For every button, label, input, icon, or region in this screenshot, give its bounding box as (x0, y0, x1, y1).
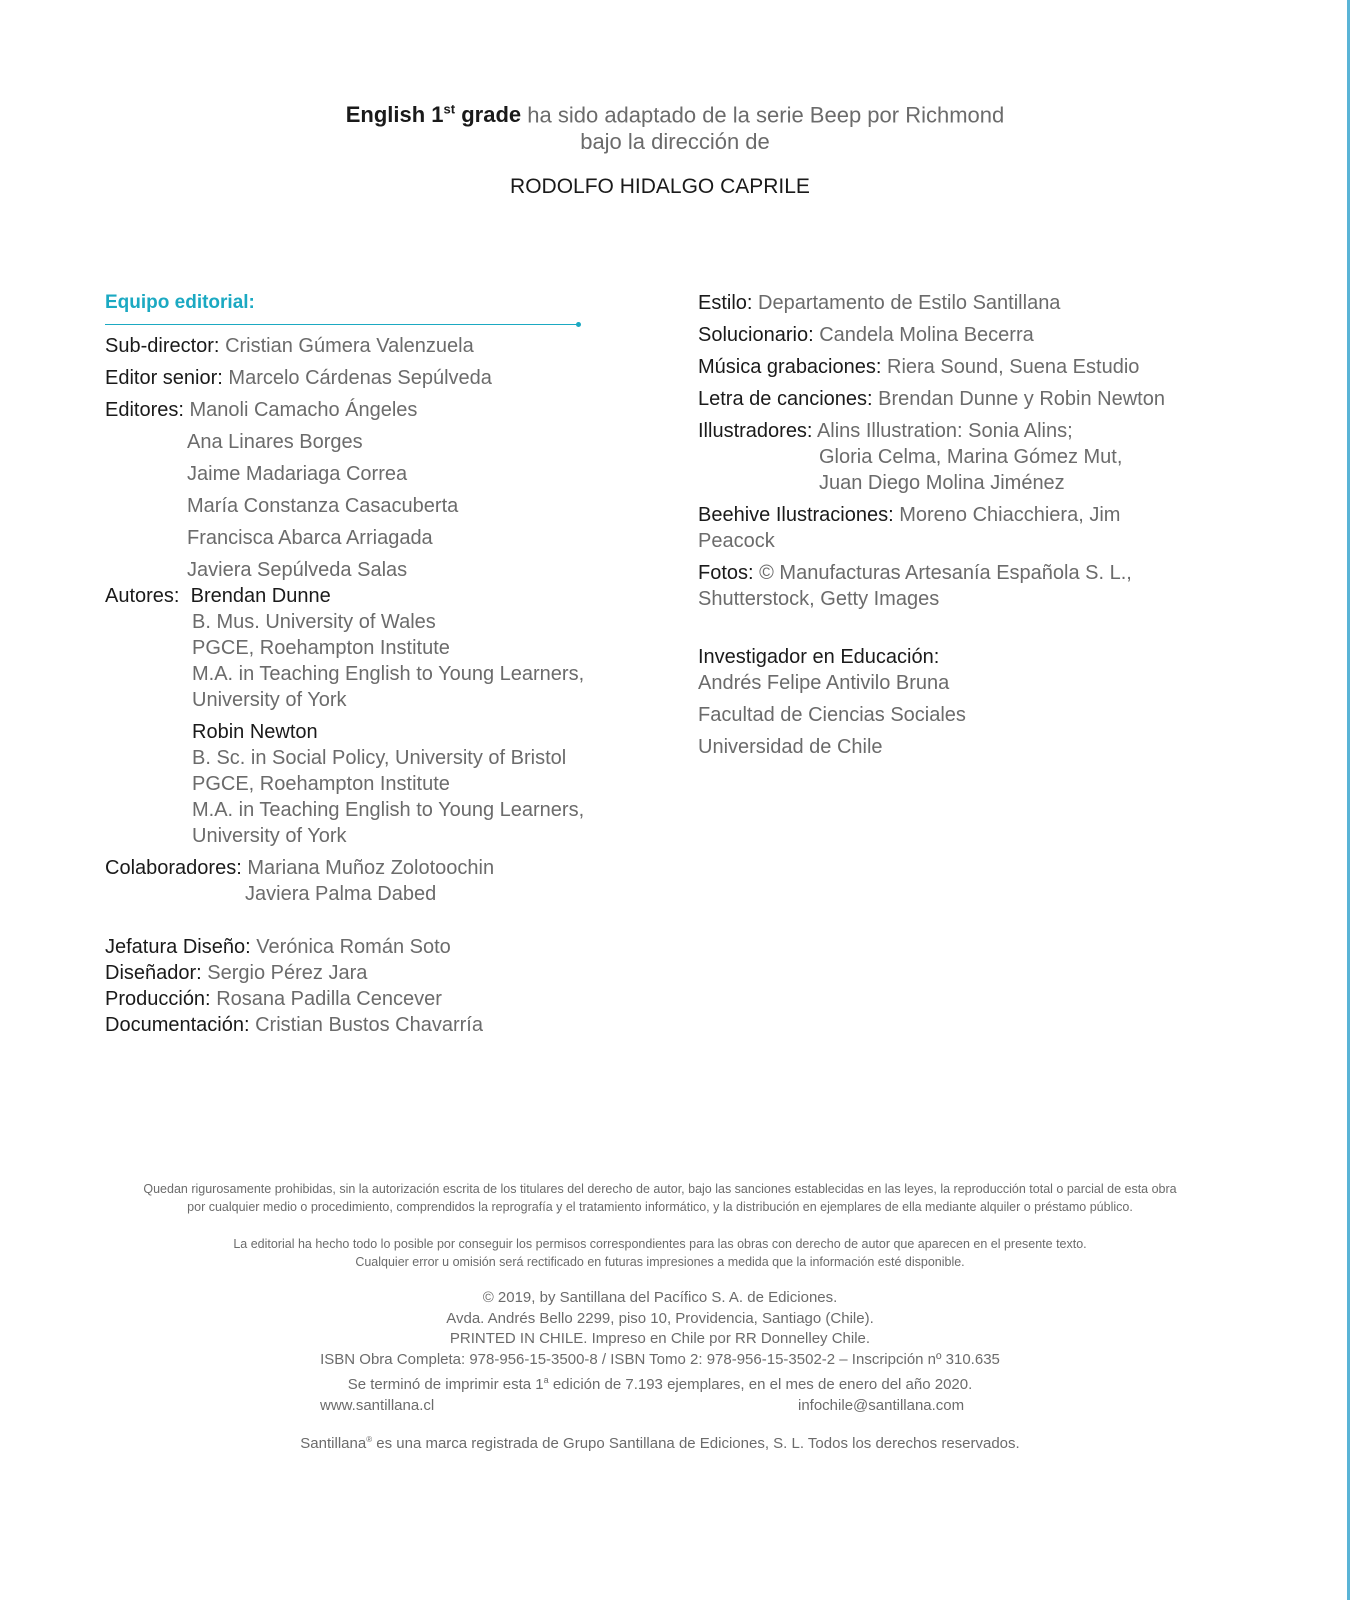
researcher-faculty: Facultad de Ciencias Sociales (698, 704, 966, 726)
fotos-continued: Shutterstock, Getty Images (698, 588, 940, 610)
credit-jefatura: Jefatura Diseño: Verónica Román Soto (105, 936, 451, 958)
editor-name: Jaime Madariaga Correa (187, 463, 408, 485)
credit-fotos: Fotos: © Manufacturas Artesanía Española S. L., (698, 562, 1132, 584)
credit-produccion: Producción: Rosana Padilla Cencever (105, 988, 442, 1010)
edition-line: Se terminó de imprimir esta 1$^a$ edición de 7.193 ejemplares, en el mes de enero del año 2020. (347, 1375, 973, 1393)
publication-info (0, 1288, 1320, 1416)
email-link[interactable]: infochile@santillana.com (798, 1396, 965, 1414)
header-line-1 (0, 96, 1350, 128)
credit-solucionario: Solucionario: Candela Molina Becerra (698, 324, 1034, 346)
researcher-university: Universidad de Chile (698, 736, 883, 758)
copyright-line: © 2019, by Santillana del Pacífico S. A. de Ediciones. (482, 1289, 838, 1306)
credit-documentacion: Documentación: Cristian Bustos Chavarría (105, 1014, 483, 1036)
editor-name: Ana Linares Borges (187, 431, 363, 453)
credit-editores: Editores: Manoli Camacho Ángeles (105, 399, 418, 421)
author-credential: University of York (192, 689, 347, 711)
credit-subdirector: Sub-director: Cristian Gúmera Valenzuela (105, 335, 474, 357)
legal-notice: Quedan rigurosamente prohibidas, sin la autorización escrita de los titulares del derecho de autor, bajo las sanciones establecidas en las leyes, la reproducción total o parcial de esta obra por cualquier medio o procedimiento, comprendidos la reprografía y el tratamiento informático, y la distribución en ejemplares de ella mediante alquiler o préstamo público. (143, 1182, 1177, 1214)
trademark-notice: Santillana® es una marca registrada de Grupo Santillana de Ediciones, S. L. Todos los derechos reservados. (300, 1435, 1020, 1452)
credit-autores: Autores: Brendan Dunne (105, 585, 331, 607)
contact-line (0, 1396, 1320, 1416)
printed-line: PRINTED IN CHILE. Impreso en Chile por RR Donnelley Chile. (449, 1330, 871, 1347)
illustrator-name: Gloria Celma, Marina Gómez Mut, (819, 446, 1123, 468)
credit-disenador: Diseñador: Sergio Pérez Jara (105, 962, 368, 984)
credit-musica: Música grabaciones: Riera Sound, Suena Estudio (698, 356, 1140, 378)
editor-name: Francisca Abarca Arriagada (187, 527, 433, 549)
author-credential: M.A. in Teaching English to Young Learners, (192, 663, 585, 685)
author-credential: M.A. in Teaching English to Young Learners, (192, 799, 585, 821)
intro-text-line2: bajo la dirección de (580, 129, 770, 155)
address-line: Avda. Andrés Bello 2299, piso 10, Providencia, Santiago (Chile). (446, 1309, 874, 1327)
researcher-title: Investigador en Educación: (698, 646, 940, 668)
isbn-line: ISBN Obra Completa: 978-956-15-3500-8 / ISBN Tomo 2: 978-956-15-3502-2 – Inscripción nº 310.635 (320, 1350, 1000, 1368)
permissions-notice: La editorial ha hecho todo lo posible por conseguir los permisos correspondientes para las obras con derecho de autor que aparecen en el presente texto. Cualquier error u omisión será rectificado en futuras impresiones a medida que la información esté disponible. (233, 1237, 1087, 1269)
illustrator-name: Juan Diego Molina Jiménez (819, 472, 1065, 494)
director-name: RODOLFO HIDALGO CAPRILE (510, 175, 810, 198)
course-title: English 1st grade (345, 102, 522, 128)
author-name: Robin Newton (192, 721, 318, 743)
website-link[interactable]: www.santillana.cl (320, 1396, 435, 1414)
author-credential: PGCE, Roehampton Institute (192, 637, 450, 659)
author-credential: PGCE, Roehampton Institute (192, 773, 450, 795)
researcher-name: Andrés Felipe Antivilo Bruna (698, 672, 950, 694)
author-credential: B. Mus. University of Wales (192, 611, 436, 633)
editor-name: Javiera Sepúlveda Salas (187, 559, 408, 581)
beehive-continued: Peacock (698, 530, 775, 552)
credit-editor-senior: Editor senior: Marcelo Cárdenas Sepúlveda (105, 367, 492, 389)
intro-text: ha sido adaptado de la serie Beep por Richmond (527, 102, 1005, 128)
author-credential: University of York (192, 825, 347, 847)
credit-ilustradores: Illustradores: Alins Illustration: Sonia Alins; (698, 420, 1073, 442)
collaborator-name: Javiera Palma Dabed (245, 883, 437, 905)
credit-estilo: Estilo: Departamento de Estilo Santillana (698, 292, 1061, 314)
credit-letra: Letra de canciones: Brendan Dunne y Robin Newton (698, 388, 1165, 410)
credit-colaboradores: Colaboradores: Mariana Muñoz Zolotoochin (105, 857, 495, 879)
credits-header (0, 96, 1350, 155)
section-divider (105, 324, 579, 325)
author-credential: B. Sc. in Social Policy, University of Bristol (192, 747, 567, 769)
editor-name: María Constanza Casacuberta (187, 495, 459, 517)
credit-beehive: Beehive Ilustraciones: Moreno Chiacchiera, Jim (698, 504, 1121, 526)
section-title: Equipo editorial: (105, 292, 255, 313)
